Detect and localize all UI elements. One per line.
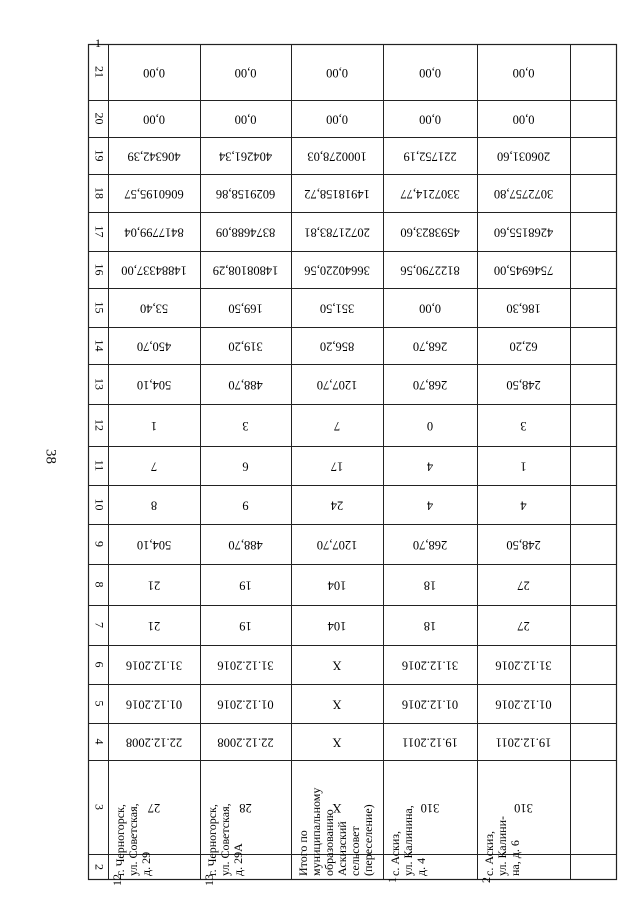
table-cell-c5: 01.12.2016 xyxy=(401,697,459,712)
table-cell-c16: 7546945,00 xyxy=(493,263,554,278)
address-line: Аскизский xyxy=(335,821,349,876)
address-line: с. Аскиз, xyxy=(388,830,402,876)
address-line: д. 29А xyxy=(231,843,245,876)
table-cell-c16: 8122790,56 xyxy=(400,263,460,278)
table-cell-c4: 19.12.2011 xyxy=(402,735,458,750)
address-line: г. Черногорск, xyxy=(113,804,127,876)
table-cell-c19: 404261,34 xyxy=(218,149,273,164)
address-line: на, д. 6 xyxy=(508,840,522,876)
table-cell-c12: 3 xyxy=(242,419,249,434)
row-index: 12 xyxy=(109,874,124,886)
table-cell-c21: 0,00 xyxy=(326,66,348,81)
table-cell-c10: 9 xyxy=(242,498,249,513)
table-cell-c11: 6 xyxy=(242,459,249,474)
table-cell-c7: 21 xyxy=(147,619,161,634)
table-cell-c18: 3072757,80 xyxy=(493,187,554,202)
table-cell-c7: 19 xyxy=(239,619,252,634)
table-cell-c9: 1207,70 xyxy=(316,538,358,553)
table-cell-c21: 0,00 xyxy=(512,66,535,81)
table-cell-c4: 22.12.2008 xyxy=(125,735,183,750)
table-cell-c6: 31.12.2016 xyxy=(125,658,183,673)
table-cell-c15: 351,50 xyxy=(319,301,355,316)
column-number: 4 xyxy=(92,738,107,745)
column-number: 8 xyxy=(92,581,107,588)
table-cell-c6: 31.12.2016 xyxy=(217,658,274,673)
column-number: 9 xyxy=(92,541,107,547)
table-row xyxy=(296,66,375,876)
table-cell-c11: 4 xyxy=(426,459,434,474)
column-number: 11 xyxy=(92,459,107,472)
table-cell-c4: 22.12.2008 xyxy=(217,735,274,750)
table-cell-c5: 01.12.2016 xyxy=(217,697,274,712)
table-cell-c9: 488,70 xyxy=(228,538,263,553)
column-number: 6 xyxy=(92,661,107,668)
table-cell-c6: X xyxy=(332,658,342,673)
table-cell-c21: 0,00 xyxy=(143,66,165,81)
column-number: 16 xyxy=(92,263,107,276)
address-line: образованию xyxy=(322,809,336,876)
table-cell-c10: 4 xyxy=(426,498,434,513)
table-cell-c17: 4268155,60 xyxy=(493,225,554,240)
table-cell-c6: 31.12.2016 xyxy=(495,658,552,673)
table-cell-c11: 1 xyxy=(520,459,527,474)
column-number: 12 xyxy=(92,419,107,431)
column-number: 2 xyxy=(92,864,107,870)
table-border xyxy=(89,45,617,880)
table-grid xyxy=(88,44,617,880)
table-cell-c13: 248,50 xyxy=(506,378,541,393)
table-cell-c12: 7 xyxy=(333,419,341,434)
table-cell-c14: 319,20 xyxy=(228,339,263,354)
address-line: сельсовет xyxy=(348,826,362,876)
table-cell-c8: 27 xyxy=(517,578,530,593)
table-cell-c20: 0,00 xyxy=(234,112,257,127)
column-number: 21 xyxy=(92,66,107,78)
table-cell-c5: 01.12.2016 xyxy=(495,697,552,712)
table-cell-c16: 14808108,29 xyxy=(212,263,279,278)
table-cell-c10: 4 xyxy=(520,498,527,513)
table-cell-c9: 268,70 xyxy=(412,538,448,553)
table-cell-c12: 0 xyxy=(426,419,434,434)
table-row xyxy=(110,66,187,886)
table-cell-c10: 8 xyxy=(150,498,158,513)
table-cell-c3: 310 xyxy=(514,801,533,816)
table-cell-c11: 7 xyxy=(150,459,158,474)
table-cell-c18: 6029158,86 xyxy=(215,187,276,202)
row-index: 1 xyxy=(384,877,399,883)
address-line: д. 4 xyxy=(414,857,428,876)
table-cell-c19: 221752,19 xyxy=(403,149,457,164)
table-cell-c17: 4593823,60 xyxy=(400,225,460,240)
address-line: с. Аскиз, xyxy=(482,830,496,876)
address-line: ул. Калинина, xyxy=(401,805,415,876)
address-line: д. 29 xyxy=(139,851,153,876)
table-cell-c12: 1 xyxy=(150,419,158,434)
address-line: ул. Советская, xyxy=(218,803,232,876)
table-cell-c9: 248,50 xyxy=(506,538,541,553)
table-row xyxy=(202,66,279,886)
table-cell-c12: 3 xyxy=(520,419,527,434)
table-cell-c8: 18 xyxy=(423,578,437,593)
table-cell-c17: 8374688,09 xyxy=(215,225,276,240)
table-cell-c15: 0,00 xyxy=(419,301,441,316)
table-cell-c7: 27 xyxy=(517,619,530,634)
column-number: 7 xyxy=(92,622,107,628)
column-number: 19 xyxy=(92,149,107,162)
table-cell-c14: 62,20 xyxy=(509,339,538,354)
table-cell-c10: 24 xyxy=(330,498,344,513)
table-cell-c18: 14918158,72 xyxy=(304,187,370,202)
table-cell-c5: X xyxy=(332,697,342,712)
table-cell-c9: 504,10 xyxy=(136,538,172,553)
table-cell-c19: 206031,60 xyxy=(496,149,551,164)
table-cell-c5: 01.12.2016 xyxy=(125,697,183,712)
column-number: 18 xyxy=(92,187,107,199)
table-cell-c8: 21 xyxy=(147,578,161,593)
address-line: (переселение) xyxy=(361,804,375,876)
table-cell-c13: 504,10 xyxy=(136,378,172,393)
address-line: Итого по xyxy=(296,830,310,876)
column-number: 20 xyxy=(92,112,107,125)
table-cell-c17: 8417799,04 xyxy=(124,225,184,240)
table-cell-c6: 31.12.2016 xyxy=(401,658,459,673)
address-line: г. Черногорск, xyxy=(205,804,219,876)
table-cell-c7: 104 xyxy=(327,619,347,634)
table-cell-c21: 0,00 xyxy=(419,66,441,81)
row-index: 2 xyxy=(478,877,493,883)
table-cell-c15: 186,30 xyxy=(506,301,541,316)
table-cell-c20: 0,00 xyxy=(326,112,348,127)
column-number: 15 xyxy=(92,301,107,314)
table-cell-c16: 14884337,00 xyxy=(121,263,187,278)
table-cell-c19: 406342,39 xyxy=(127,149,181,164)
table-cell-c13: 1207,70 xyxy=(316,378,358,393)
table-cell-c20: 0,00 xyxy=(512,112,535,127)
column-number: 17 xyxy=(92,225,107,238)
address-line: муниципальному xyxy=(309,787,323,876)
address-line: ул. Калини- xyxy=(495,816,509,876)
table-cell-c11: 17 xyxy=(330,459,344,474)
table-cell-c20: 0,00 xyxy=(419,112,441,127)
column-number: 10 xyxy=(92,498,107,511)
table-cell-c3: 27 xyxy=(147,801,161,816)
table-cell-c4: 19.12.2011 xyxy=(495,735,552,750)
table-cell-c8: 104 xyxy=(327,578,347,593)
row-index: 13 xyxy=(201,874,216,886)
table-cell-c21: 0,00 xyxy=(234,66,257,81)
table-cell-c15: 169,50 xyxy=(228,301,263,316)
table-cell-c13: 488,70 xyxy=(228,378,263,393)
table-cell-c16: 36640220,56 xyxy=(304,263,370,278)
table-cell-c18: 6060195,57 xyxy=(124,187,184,202)
column-number: 1 xyxy=(95,35,101,50)
table-cell-c18: 3307214,77 xyxy=(400,187,460,202)
table-cell-c19: 1000278,03 xyxy=(307,149,367,164)
table-cell-c20: 0,00 xyxy=(143,112,165,127)
column-number: 13 xyxy=(92,378,107,390)
table-cell-c14: 268,70 xyxy=(412,339,448,354)
column-number: 3 xyxy=(92,804,107,810)
housing-resettlement-table xyxy=(88,35,617,886)
address-line: ул. Советская, xyxy=(126,803,140,876)
table-cell-c17: 20721783,81 xyxy=(304,225,370,240)
table-cell-c3: 28 xyxy=(239,801,252,816)
table-cell-c3: X xyxy=(332,801,342,816)
table-cell-c14: 450,70 xyxy=(136,339,172,354)
table-cell-c13: 268,70 xyxy=(412,378,448,393)
table-cell-c4: X xyxy=(332,735,342,750)
column-number: 14 xyxy=(92,339,107,352)
table-cell-c15: 53,40 xyxy=(139,301,169,316)
table-cell-c8: 19 xyxy=(239,578,252,593)
table-cell-c14: 856,20 xyxy=(319,339,355,354)
table-cell-c7: 18 xyxy=(423,619,437,634)
table-cell-c3: 310 xyxy=(420,801,440,816)
page-number: 38 xyxy=(42,449,59,464)
column-number: 5 xyxy=(92,700,107,707)
